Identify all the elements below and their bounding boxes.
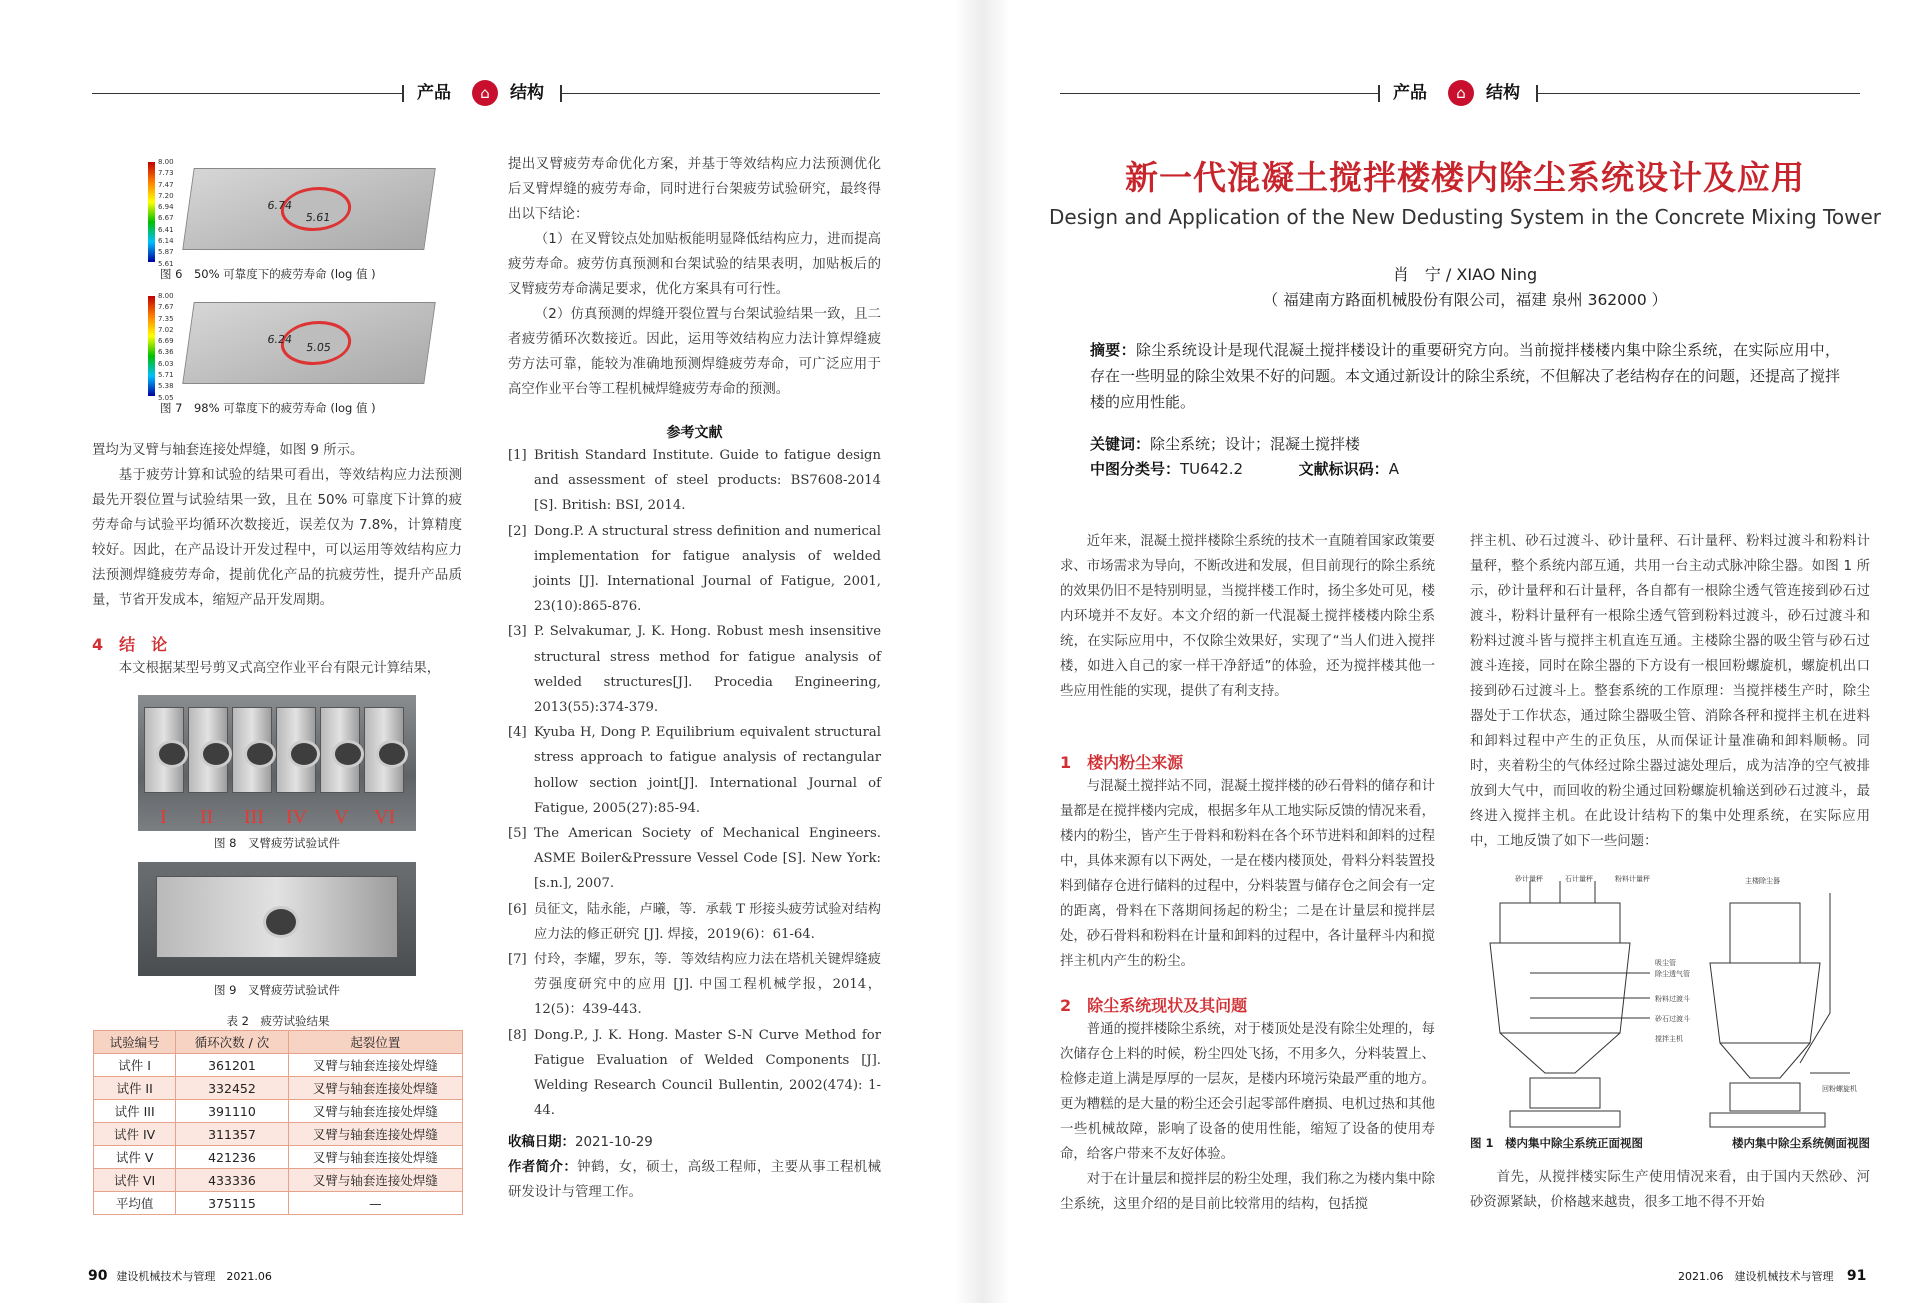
fig9-caption: 图 9 叉臂疲劳试验试件: [214, 983, 340, 997]
diagram-label: 回粉螺旋机: [1822, 1085, 1857, 1093]
right-section2-text: [1060, 1017, 1435, 1217]
paragraph: 基于疲劳计算和试验的结果可看出，等效结构应力法预测最先开裂位置与试验结果一致，且在 50% 可靠度下计算的疲劳寿命与试验平均循环次数接近，误差仅为 7.8%，计算精度较好。因此，在产品设计开发过程中，可以运用等效结构应力法预测焊缝疲劳寿命，提前优化产品的抗疲劳性，提升产品质量，节省开发成本，缩短产品开发周期。: [92, 468, 462, 608]
reference-item: [6] 员征文，陆永能，卢曦，等．承载 T 形接头疲劳试验对结构应力法的修正研究 [J]. 焊接，2019(6)：61-64.: [508, 901, 881, 942]
page-number-right: 2021.06 建设机械技术与管理 91: [1678, 1268, 1867, 1284]
author-label: 作者简介：: [508, 1160, 578, 1175]
table-cell: 试件 V: [94, 1146, 176, 1169]
clc-code: TU642.2: [1180, 460, 1244, 478]
table-row: [94, 1077, 463, 1100]
fig6-scale: [158, 157, 174, 270]
table-cell: 试件 III: [94, 1100, 176, 1123]
keywords: 除尘系统；设计；混凝土搅拌楼: [1150, 435, 1361, 453]
scale-tick-label: 7.67: [158, 303, 174, 312]
table-row: [94, 1192, 463, 1215]
references-title: 参考文献: [666, 425, 723, 441]
table-cell: 433336: [176, 1169, 288, 1192]
table-cell: 叉臂与轴套连接处焊缝: [288, 1077, 462, 1100]
scale-tick-label: 7.02: [158, 325, 174, 334]
keywords-label: 关键词：: [1090, 435, 1151, 453]
header-emblem-icon: ⌂: [472, 80, 498, 106]
fig6-value-a: 6.74: [266, 199, 293, 212]
references-list: [508, 443, 881, 1123]
scale-tick-label: 5.38: [158, 382, 174, 391]
header-word-right: 结构: [1486, 83, 1520, 103]
diagram-label: 除尘透气管: [1655, 970, 1690, 978]
reference-item: [3] P. Selvakumar, J. K. Hong. Robust mesh insensitive structural stress method for fatigue analysis of welded structures[J]. Procedia Engineering, 2013(55):374-379.: [508, 624, 881, 716]
paragraph: （2）仿真预测的焊缝开裂位置与台架试验结果一致，且二者疲劳循环次数接近。因此，运用等效结构应力法计算焊缝疲劳方法可靠，能较为准确地预测焊缝疲劳寿命，可广泛应用于高空作业平台等工程机械焊缝疲劳寿命的预测。: [508, 307, 881, 397]
table-cell: —: [288, 1192, 462, 1215]
table-cell: 361201: [176, 1054, 288, 1077]
table-cell: 试件 VI: [94, 1169, 176, 1192]
diagram-label: 粉料计量秤: [1615, 875, 1650, 883]
fig6-caption: 图 6 50% 可靠度下的疲劳寿命 (log 值 ): [160, 267, 376, 281]
page-number-left: 90 建设机械技术与管理 2021.06: [88, 1268, 272, 1284]
section-1-title: 1 楼内粉尘来源: [1060, 753, 1184, 772]
doc-code: A: [1388, 460, 1399, 478]
specimen-label: V: [334, 806, 349, 828]
diagram-label: 砂石过渡斗: [1655, 1015, 1690, 1023]
table-header: 试验编号: [94, 1031, 176, 1054]
figure-1-diagram: [1470, 873, 1870, 1133]
table-cell: 试件 IV: [94, 1123, 176, 1146]
specimen-label: I: [160, 806, 167, 828]
fig7-value-b: 5.05: [305, 341, 332, 354]
keywords-block: [1090, 432, 1399, 482]
paragraph: 提出叉臂疲劳寿命优化方案，并基于等效结构应力法预测优化后叉臂焊缝的疲劳寿命，同时进行台架疲劳试验研究，最终得出以下结论：: [508, 157, 881, 222]
fig1-caption-a: 图 1 楼内集中除尘系统正面视图: [1470, 1136, 1644, 1150]
table-cell: 叉臂与轴套连接处焊缝: [288, 1169, 462, 1192]
diagram-label: 主楼除尘器: [1745, 877, 1780, 885]
figure-8-photo: [138, 695, 416, 831]
scale-tick-label: 5.87: [158, 248, 174, 257]
article-english-title: Design and Application of the New Dedusting System in the Concrete Mixing Tower: [1049, 205, 1881, 229]
specimen-label: II: [200, 806, 214, 828]
fig1-caption-b: 楼内集中除尘系统侧面视图: [1732, 1136, 1870, 1150]
header-word-right: 结构: [510, 83, 544, 103]
received-date: 2021-10-29: [574, 1135, 653, 1150]
table-header: 循环次数 / 次: [176, 1031, 288, 1054]
scale-tick-label: 7.20: [158, 191, 174, 200]
scale-tick-label: 6.69: [158, 337, 174, 346]
scale-tick-label: 6.41: [158, 225, 174, 234]
article-info: [508, 1130, 881, 1205]
specimen-label: IV: [286, 806, 308, 828]
table-cell: 叉臂与轴套连接处焊缝: [288, 1123, 462, 1146]
right-col1-intro: [1060, 529, 1435, 704]
received-label: 收稿日期：: [508, 1135, 575, 1150]
figure-9-photo: [138, 862, 416, 976]
header-word-left: 产品: [1393, 83, 1427, 103]
reference-item: [5] The American Society of Mechanical Engineers. ASME Boiler&Pressure Vessel Code [S]. New York: [s.n.], 2007.: [508, 826, 881, 892]
reference-item: [2] Dong.P. A structural stress definition and numerical implementation for fatigue analysis of welded joints [J]. International Journal of Fatigue, 2001, 23(10):865-876.: [508, 523, 881, 615]
section-2-title: 2 除尘系统现状及其问题: [1060, 996, 1248, 1015]
article-affiliation: （ 福建南方路面机械股份有限公司，福建 泉州 362000 ）: [1262, 291, 1668, 309]
left-col1-text: [92, 438, 462, 613]
figure-6: [140, 160, 450, 285]
paragraph: 对于在计量层和搅拌层的粉尘处理，我们称之为楼内集中除尘系统，这里介绍的是目前比较常用的结构，包括搅: [1060, 1172, 1435, 1212]
left-col2-text: [508, 152, 881, 402]
diagram-label: 砂计量秤: [1515, 875, 1543, 883]
scale-tick-label: 7.73: [158, 169, 174, 178]
scale-tick-label: 5.05: [158, 393, 174, 402]
fig6-value-b: 5.61: [304, 211, 332, 224]
fig8-caption: 图 8 叉臂疲劳试验试件: [214, 836, 340, 850]
table-cell: 叉臂与轴套连接处焊缝: [288, 1100, 462, 1123]
table-cell: 391110: [176, 1100, 288, 1123]
article-title: 新一代混凝土搅拌楼楼内除尘系统设计及应用: [1125, 158, 1805, 197]
clc-label: 中图分类号：: [1090, 460, 1181, 478]
table-cell: 平均值: [94, 1192, 176, 1215]
specimen-label: VI: [374, 806, 396, 828]
paragraph: 与混凝土搅拌站不同，混凝土搅拌楼的砂石骨料的储存和计量都是在搅拌楼内完成，根据多年从工地实际反馈的情况来看，楼内的粉尘，皆产生于骨料和粉料在各个环节进料和卸料的过程中，具体来源有以下两处，一是在楼内楼顶处，骨料分料装置投料到储存仓进行储料的过程中，分料装置与储存仓之间会有一定的距离，骨料在下落期间扬起的粉尘；二是在计量层和搅拌层处，砂石骨料和粉料在计量和卸料的过程中，各计量秤斗内和搅拌主机内产生的粉尘。: [1060, 779, 1435, 969]
table-row: [94, 1169, 463, 1192]
right-page: [1010, 0, 1920, 1303]
table2-caption: 表 2 疲劳试验结果: [226, 1014, 330, 1028]
fig7-scale: [158, 291, 174, 404]
table-header: 起裂位置: [288, 1031, 462, 1054]
left-section4-text: [92, 656, 462, 681]
abstract-text: 除尘系统设计是现代混凝土搅拌楼设计的重要研究方向。当前搅拌楼楼内集中除尘系统，在实际应用中，存在一些明显的除尘效果不好的问题。本文通过新设计的除尘系统，不但解决了老结构存在的问题，还提高了搅拌楼的应用性能。: [1090, 341, 1841, 411]
header-emblem-icon: ⌂: [1448, 80, 1474, 106]
table-cell: 叉臂与轴套连接处焊缝: [288, 1146, 462, 1169]
paragraph: 拌主机、砂石过渡斗、砂计量秤、石计量秤、粉料过渡斗和粉料计量秤，整个系统内部互通，共用一台主动式脉冲除尘器。如图 1 所示，砂计量秤和石计量秤，各自都有一根除尘透气管连接到砂石过渡斗，粉料计量秤有一根除尘透气管到粉料过渡斗，砂石过渡斗和粉料过渡斗皆与搅拌主机直连互通。主楼除尘器的吸尘管与砂石过渡斗连接，同时在除尘器的下方设有一根回粉螺旋机，螺旋机出口接到砂石过渡斗上。整套系统的工作原理：当搅拌楼生产时，除尘器处于工作状态，通过除尘器吸尘管、消除各秤和搅拌主机在进料和卸料过程中产生的正负压，从而保证计量准确和卸料顺畅。同时，夹着粉尘的气体经过除尘器过滤处理后，成为洁净的空气被排放到大气中，而回收的粉尘通过回粉螺旋机输送到砂石过渡斗，最终进入搅拌主机。在此设计结构下的集中处理系统，在实际应用中，工地反馈了如下一些问题：: [1470, 534, 1870, 849]
specimen-label: III: [244, 806, 264, 828]
scale-tick-label: 8.00: [158, 158, 174, 166]
scale-tick-label: 5.61: [158, 259, 174, 268]
paragraph: 置均为叉臂与轴套连接处焊缝，如图 9 所示。: [92, 443, 364, 458]
scale-tick-label: 6.94: [158, 203, 174, 212]
scale-tick-label: 6.03: [158, 359, 174, 368]
table-cell: 试件 II: [94, 1077, 176, 1100]
doc-code-label: 文献标识码：: [1298, 460, 1389, 478]
fig7-value-a: 6.24: [266, 333, 293, 346]
scale-tick-label: 6.14: [158, 237, 174, 246]
diagram-label: 搅拌主机: [1655, 1035, 1683, 1043]
reference-item: [8] Dong.P., J. K. Hong. Master S-N Curve Method for Fatigue Evaluation of Welded Components [J]. Welding Research Council Bullentin, 2002(474): 1-44.: [508, 1027, 881, 1119]
section-4-title: 4 结 论: [92, 635, 168, 654]
table-cell: 421236: [176, 1146, 288, 1169]
paragraph: 本文根据某型号剪叉式高空作业平台有限元计算结果，: [118, 661, 441, 676]
right-section1-text: [1060, 774, 1435, 974]
reference-item: [1] British Standard Institute. Guide to fatigue design and assessment of steel products: BS7608-2014 [S]. British: BSI, 2014.: [508, 448, 881, 514]
table-cell: 375115: [176, 1192, 288, 1215]
article-author: 肖 宁 / XIAO Ning: [1392, 265, 1538, 284]
page-header: [1060, 78, 1860, 108]
abstract: [1090, 337, 1840, 415]
table-row: [94, 1146, 463, 1169]
table-cell: 332452: [176, 1077, 288, 1100]
table-row: [94, 1100, 463, 1123]
header-word-left: 产品: [417, 83, 451, 103]
scale-tick-label: 7.47: [158, 180, 174, 189]
author-info: 钟鹤，女，硕士，高级工程师，主要从事工程机械研发设计与管理工作。: [508, 1160, 881, 1200]
scale-tick-label: 6.67: [158, 214, 174, 223]
paragraph: 近年来，混凝土搅拌楼除尘系统的技术一直随着国家政策要求、市场需求为导向，不断改进和发展，但目前现行的除尘系统的效果仍旧不是特别明显，当搅拌楼工作时，扬尘多处可见，楼内环境并不友好。本文介绍的新一代混凝土搅拌楼楼内除尘系统，在实际应用中，不仅除尘效果好，实现了“当人们进入搅拌楼，如进入自己的家一样干净舒适”的体验，还为搅拌楼其他一些应用性能的实现，提供了有利支持。: [1060, 534, 1435, 699]
fig7-caption: 图 7 98% 可靠度下的疲劳寿命 (log 值 ): [160, 401, 376, 415]
right-col2-bottom: [1470, 1165, 1870, 1215]
table-row: [94, 1054, 463, 1077]
scale-tick-label: 5.71: [158, 371, 174, 380]
right-col2-text: [1470, 529, 1870, 854]
diagram-label: 粉料过渡斗: [1655, 995, 1690, 1003]
diagram-label: 石计量秤: [1565, 875, 1593, 883]
left-page: [0, 0, 955, 1303]
scale-tick-label: 8.00: [158, 292, 174, 300]
abstract-label: 摘要：: [1090, 341, 1136, 359]
scale-tick-label: 7.35: [158, 314, 174, 323]
paragraph: 首先，从搅拌楼实际生产使用情况来看，由于国内天然砂、河砂资源紧缺，价格越来越贵，很多工地不得不开始: [1470, 1170, 1870, 1210]
figure-7: [140, 294, 450, 419]
table-row: [94, 1123, 463, 1146]
reference-item: [4] Kyuba H, Dong P. Equilibrium equivalent structural stress approach to fatigue analysis of rectangular hollow section joint[J]. International Journal of Fatigue, 2005(27):85-94.: [508, 725, 881, 816]
table-2: [93, 1030, 463, 1215]
scale-tick-label: 6.36: [158, 348, 174, 357]
table-cell: 试件 I: [94, 1054, 176, 1077]
page-header: [92, 78, 880, 108]
table-cell: 叉臂与轴套连接处焊缝: [288, 1054, 462, 1077]
reference-item: [7] 付玲，李耀，罗东，等．等效结构应力法在塔机关键焊缝疲劳强度研究中的应用 [J]. 中国工程机械学报，2014，12(5)：439-443.: [508, 952, 881, 1018]
paragraph: （1）在叉臂铰点处加贴板能明显降低结构应力，进而提高疲劳寿命。疲劳仿真预测和台架试验的结果表明，加贴板后的叉臂疲劳寿命满足要求，优化方案具有可行性。: [508, 232, 881, 297]
spine-gutter: [955, 0, 1010, 1303]
table-cell: 311357: [176, 1123, 288, 1146]
paragraph: 普通的搅拌楼除尘系统，对于楼顶处是没有除尘处理的，每次储存仓上料的时候，粉尘四处飞扬，不用多久，分料装置上、检修走道上满是厚厚的一层灰，是楼内环境污染最严重的地方。更为糟糕的是大量的粉尘还会引起零部件磨损、电机过热和其他一些机械故障，影响了设备的使用性能，缩短了设备的使用寿命，给客户带来不友好体验。: [1060, 1022, 1435, 1162]
diagram-label: 吸尘管: [1655, 959, 1676, 967]
